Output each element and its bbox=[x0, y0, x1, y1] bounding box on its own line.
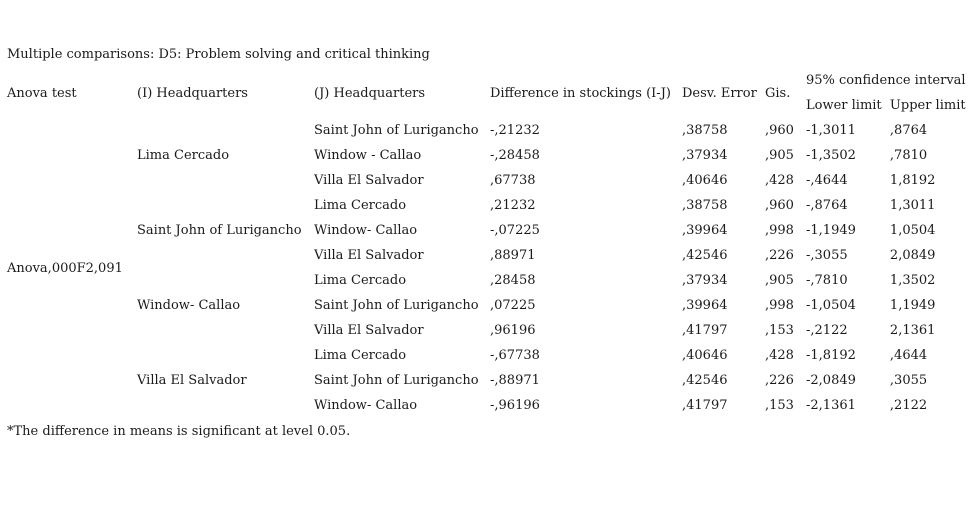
lower-limit-cell: -2,0849 bbox=[806, 373, 856, 388]
upper-limit-cell: 1,1949 bbox=[889, 298, 936, 313]
difference-cell: -,21232 bbox=[490, 123, 540, 138]
j-headquarters-cell: Lima Cercado bbox=[314, 273, 407, 288]
j-headquarters-cell: Window- Callao bbox=[314, 398, 418, 413]
table-row bbox=[4, 118, 969, 143]
i-headquarters-cell: Lima Cercado bbox=[137, 148, 230, 163]
significance-cell: ,226 bbox=[765, 373, 794, 388]
std-error-cell: ,41797 bbox=[682, 398, 728, 413]
difference-cell: ,67738 bbox=[490, 173, 536, 188]
difference-cell: ,88971 bbox=[490, 248, 536, 263]
i-headquarters-cell: Saint John of Lurigancho bbox=[137, 223, 302, 238]
lower-limit-cell: -1,3502 bbox=[806, 148, 856, 163]
upper-limit-cell: ,2122 bbox=[889, 398, 928, 413]
difference-cell: ,07225 bbox=[490, 298, 536, 313]
j-headquarters-cell: Villa El Salvador bbox=[314, 323, 424, 338]
std-error-cell: ,39964 bbox=[682, 298, 728, 313]
j-headquarters-cell: Villa El Salvador bbox=[314, 248, 424, 263]
upper-limit-cell: 1,0504 bbox=[889, 223, 936, 238]
header-upper-limit: Upper limit bbox=[889, 98, 966, 113]
comparisons-table bbox=[4, 68, 969, 418]
table-title: Multiple comparisons: D5: Problem solving and critical thinking bbox=[7, 47, 430, 62]
j-headquarters-cell: Lima Cercado bbox=[314, 348, 407, 363]
lower-limit-cell: -,4644 bbox=[806, 173, 848, 188]
upper-limit-cell: ,7810 bbox=[889, 148, 928, 163]
difference-cell: -,88971 bbox=[490, 373, 540, 388]
j-headquarters-cell: Window - Callao bbox=[314, 148, 422, 163]
upper-limit-cell: ,8764 bbox=[889, 123, 928, 138]
significance-cell: ,998 bbox=[765, 298, 794, 313]
significance-cell: ,153 bbox=[765, 398, 794, 413]
lower-limit-cell: -,3055 bbox=[806, 248, 848, 263]
header-lower-limit: Lower limit bbox=[806, 98, 882, 113]
difference-cell: ,28458 bbox=[490, 273, 536, 288]
std-error-cell: ,40646 bbox=[682, 348, 728, 363]
upper-limit-cell: 2,1361 bbox=[889, 323, 936, 338]
anova-value-cell: Anova,000F2,091 bbox=[7, 260, 123, 276]
j-headquarters-cell: Window- Callao bbox=[314, 223, 418, 238]
significance-cell: ,905 bbox=[765, 273, 794, 288]
lower-limit-cell: -,2122 bbox=[806, 323, 848, 338]
std-error-cell: ,37934 bbox=[682, 273, 728, 288]
header-j-headquarters: (J) Headquarters bbox=[314, 85, 426, 101]
difference-cell: -,07225 bbox=[490, 223, 540, 238]
difference-cell: ,21232 bbox=[490, 198, 536, 213]
header-difference: Difference in stockings (I-J) bbox=[490, 85, 671, 101]
lower-limit-cell: -1,0504 bbox=[806, 298, 856, 313]
header-std-error: Desv. Error bbox=[682, 85, 757, 101]
upper-limit-cell: 1,3011 bbox=[889, 198, 936, 213]
significance-cell: ,153 bbox=[765, 323, 794, 338]
upper-limit-cell: 2,0849 bbox=[889, 248, 936, 263]
significance-cell: ,960 bbox=[765, 198, 794, 213]
table-row bbox=[4, 343, 969, 368]
footnote: *The difference in means is significant at level 0.05. bbox=[7, 424, 351, 439]
j-headquarters-cell: Saint John of Lurigancho bbox=[314, 373, 479, 388]
lower-limit-cell: -1,3011 bbox=[806, 123, 856, 138]
lower-limit-cell: -,7810 bbox=[806, 273, 848, 288]
j-headquarters-cell: Saint John of Lurigancho bbox=[314, 298, 479, 313]
header-row bbox=[4, 68, 969, 93]
header-significance: Gis. bbox=[765, 85, 791, 101]
std-error-cell: ,39964 bbox=[682, 223, 728, 238]
header-i-headquarters: (I) Headquarters bbox=[137, 85, 248, 101]
lower-limit-cell: -,8764 bbox=[806, 198, 848, 213]
lower-limit-cell: -1,8192 bbox=[806, 348, 856, 363]
difference-cell: ,96196 bbox=[490, 323, 536, 338]
significance-cell: ,960 bbox=[765, 123, 794, 138]
i-headquarters-cell: Villa El Salvador bbox=[137, 373, 247, 388]
lower-limit-cell: -1,1949 bbox=[806, 223, 856, 238]
std-error-cell: ,40646 bbox=[682, 173, 728, 188]
difference-cell: -,67738 bbox=[490, 348, 540, 363]
lower-limit-cell: -2,1361 bbox=[806, 398, 856, 413]
difference-cell: -,96196 bbox=[490, 398, 540, 413]
table-row bbox=[4, 193, 969, 218]
std-error-cell: ,42546 bbox=[682, 373, 728, 388]
significance-cell: ,998 bbox=[765, 223, 794, 238]
upper-limit-cell: 1,3502 bbox=[889, 273, 936, 288]
upper-limit-cell: ,4644 bbox=[889, 348, 928, 363]
j-headquarters-cell: Lima Cercado bbox=[314, 198, 407, 213]
std-error-cell: ,42546 bbox=[682, 248, 728, 263]
header-confidence-interval: 95% confidence interval bbox=[806, 73, 966, 88]
j-headquarters-cell: Saint John of Lurigancho bbox=[314, 123, 479, 138]
upper-limit-cell: 1,8192 bbox=[889, 173, 936, 188]
std-error-cell: ,37934 bbox=[682, 148, 728, 163]
significance-cell: ,905 bbox=[765, 148, 794, 163]
std-error-cell: ,38758 bbox=[682, 123, 728, 138]
table-row bbox=[4, 268, 969, 293]
header-anova-test: Anova test bbox=[7, 85, 77, 101]
std-error-cell: ,38758 bbox=[682, 198, 728, 213]
significance-cell: ,428 bbox=[765, 348, 794, 363]
std-error-cell: ,41797 bbox=[682, 323, 728, 338]
upper-limit-cell: ,3055 bbox=[889, 373, 928, 388]
significance-cell: ,428 bbox=[765, 173, 794, 188]
j-headquarters-cell: Villa El Salvador bbox=[314, 173, 424, 188]
significance-cell: ,226 bbox=[765, 248, 794, 263]
difference-cell: -,28458 bbox=[490, 148, 540, 163]
i-headquarters-cell: Window- Callao bbox=[137, 298, 241, 313]
